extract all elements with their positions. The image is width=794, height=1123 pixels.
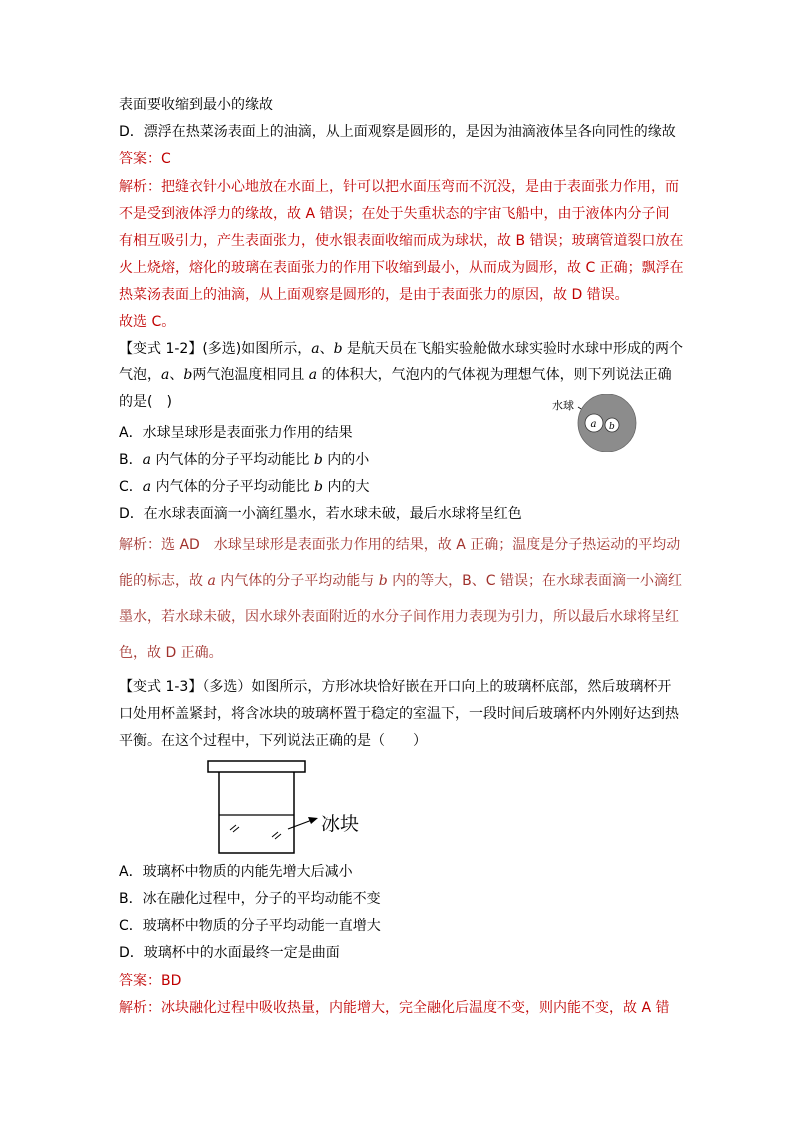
option-a: A．玻璃杯中物质的内能先增大后减小 xyxy=(119,864,353,880)
text-line: D．漂浮在热菜汤表面上的油滴，从上面观察是圆形的，是因为油滴液体呈各向同性的缘故 xyxy=(119,124,676,140)
text-span: 内的小 xyxy=(322,452,370,468)
text-span: 的体积大，气泡内的气体视为理想气体，则下列说法正确 xyxy=(317,367,672,383)
answer-value: BD xyxy=(161,973,182,989)
glass-mark xyxy=(272,832,278,837)
question-line xyxy=(119,366,672,384)
water-ball-label: 水球 xyxy=(552,399,574,412)
answer-line xyxy=(119,972,181,990)
text-span: 内的大 xyxy=(323,479,370,495)
text-span: C． xyxy=(119,479,143,495)
question-title: 【变式 1-2】 xyxy=(119,341,203,357)
var-a: a xyxy=(142,479,152,495)
option-b xyxy=(119,451,369,469)
option-c: C．玻璃杯中物质的分子平均动能一直增大 xyxy=(119,918,381,934)
var-b: b xyxy=(314,479,324,495)
answer-value: C xyxy=(161,151,171,167)
var-a: a xyxy=(142,452,151,468)
question-line: 的是( ) xyxy=(119,394,172,410)
var-b: b xyxy=(313,452,323,468)
text-span: 内的等大，B、C 错误；在水球表面滴一小滴红 xyxy=(387,573,682,589)
solution-line: 解析：冰块融化过程中吸收热量，内能增大，完全融化后温度不变，则内能不变，故 A 错 xyxy=(119,1000,670,1016)
text-span: (多选)如图所示， xyxy=(202,341,312,357)
var-b: b xyxy=(183,367,193,383)
text-span: 、 xyxy=(319,341,334,357)
ice-label: 冰块 xyxy=(321,813,360,835)
option-d: D．玻璃杯中的水面最终一定是曲面 xyxy=(119,945,340,961)
text-span: 、 xyxy=(169,367,184,383)
text-span: B． xyxy=(119,452,143,468)
var-b: b xyxy=(333,341,343,357)
arrow-head xyxy=(308,817,318,824)
cup-lid xyxy=(208,761,305,772)
text-span: 两气泡温度相同且 xyxy=(192,367,309,383)
glass-mark xyxy=(233,827,239,832)
solution-line: 解析：把缝衣针小心地放在水面上，针可以把水面压弯而不沉没，是由于表面张力作用，而 xyxy=(119,179,679,195)
glass-mark xyxy=(230,825,236,830)
solution-line xyxy=(119,572,682,590)
text-span: 是航天员在飞船实验舱做水球实验时水球中形成的两个 xyxy=(342,341,684,357)
var-a: a xyxy=(207,573,216,589)
option-c xyxy=(119,478,369,496)
text-span: 能的标志，故 xyxy=(119,573,208,589)
solution-line: 色，故 D 正确。 xyxy=(119,645,223,661)
text-span: 气泡， xyxy=(119,367,161,383)
text-line: 表面要收缩到最小的缘故 xyxy=(119,97,273,113)
var-a: a xyxy=(308,367,318,383)
answer-label: 答案： xyxy=(119,973,161,989)
option-a: A．水球呈球形是表面张力作用的结果 xyxy=(119,425,353,441)
pointer-arrow xyxy=(288,820,312,829)
question-line: 【变式 1-3】（多选）如图所示，方形冰块恰好嵌在开口向上的玻璃杯底部，然后玻璃杯开 xyxy=(119,679,672,695)
question-line: 平衡。在这个过程中，下列说法正确的是（ ） xyxy=(119,733,427,749)
text-span: 内气体的分子平均动能比 xyxy=(150,452,314,468)
option-b: B．冰在融化过程中，分子的平均动能不变 xyxy=(119,891,381,907)
answer-line xyxy=(119,150,171,168)
solution-line: 火上烧熔，熔化的玻璃在表面张力的作用下收缩到最小，从而成为圆形，故 C 正确；飘浮在 xyxy=(119,260,684,276)
question-line xyxy=(119,340,683,358)
glass-mark xyxy=(275,834,281,839)
glass-cup-figure xyxy=(200,758,370,858)
cup-body xyxy=(219,772,294,853)
var-b: b xyxy=(378,573,388,589)
solution-line: 墨水，若水球未破，因水球外表面附近的水分子间作用力表现为引力，所以最后水球将呈红 xyxy=(119,609,679,625)
solution-line: 有相互吸引力，产生表面张力，使水银表面收缩而成为球状，故 B 错误；玻璃管道裂口放在 xyxy=(119,233,684,249)
solution-line: 不是受到液体浮力的缘故，故 A 错误；在处于失重状态的宇宙飞船中，由于液体内分子间 xyxy=(119,206,670,222)
bubble-a-label: a xyxy=(590,419,597,430)
text-span: 内气体的分子平均动能与 xyxy=(215,573,379,589)
answer-label: 答案： xyxy=(119,151,161,167)
solution-line: 热菜汤表面上的油滴，从上面观察是圆形的，是由于表面张力的原因，故 D 错误。 xyxy=(119,287,629,303)
water-ball-figure xyxy=(548,394,648,452)
var-a: a xyxy=(161,367,170,383)
conclusion-line: 故选 C。 xyxy=(119,314,176,330)
text-span: 内气体的分子平均动能比 xyxy=(151,479,315,495)
question-line: 口处用杯盖紧封，将含冰块的玻璃杯置于稳定的室温下，一段时间后玻璃杯内外刚好达到热 xyxy=(119,706,679,722)
solution-line: 解析：选 AD 水球呈球形是表面张力作用的结果，故 A 正确；温度是分子热运动的平均动 xyxy=(119,537,681,553)
bubble-b-label: b xyxy=(609,422,615,432)
var-a: a xyxy=(311,341,320,357)
option-d: D．在水球表面滴一小滴红墨水，若水球未破，最后水球将呈红色 xyxy=(119,506,522,522)
